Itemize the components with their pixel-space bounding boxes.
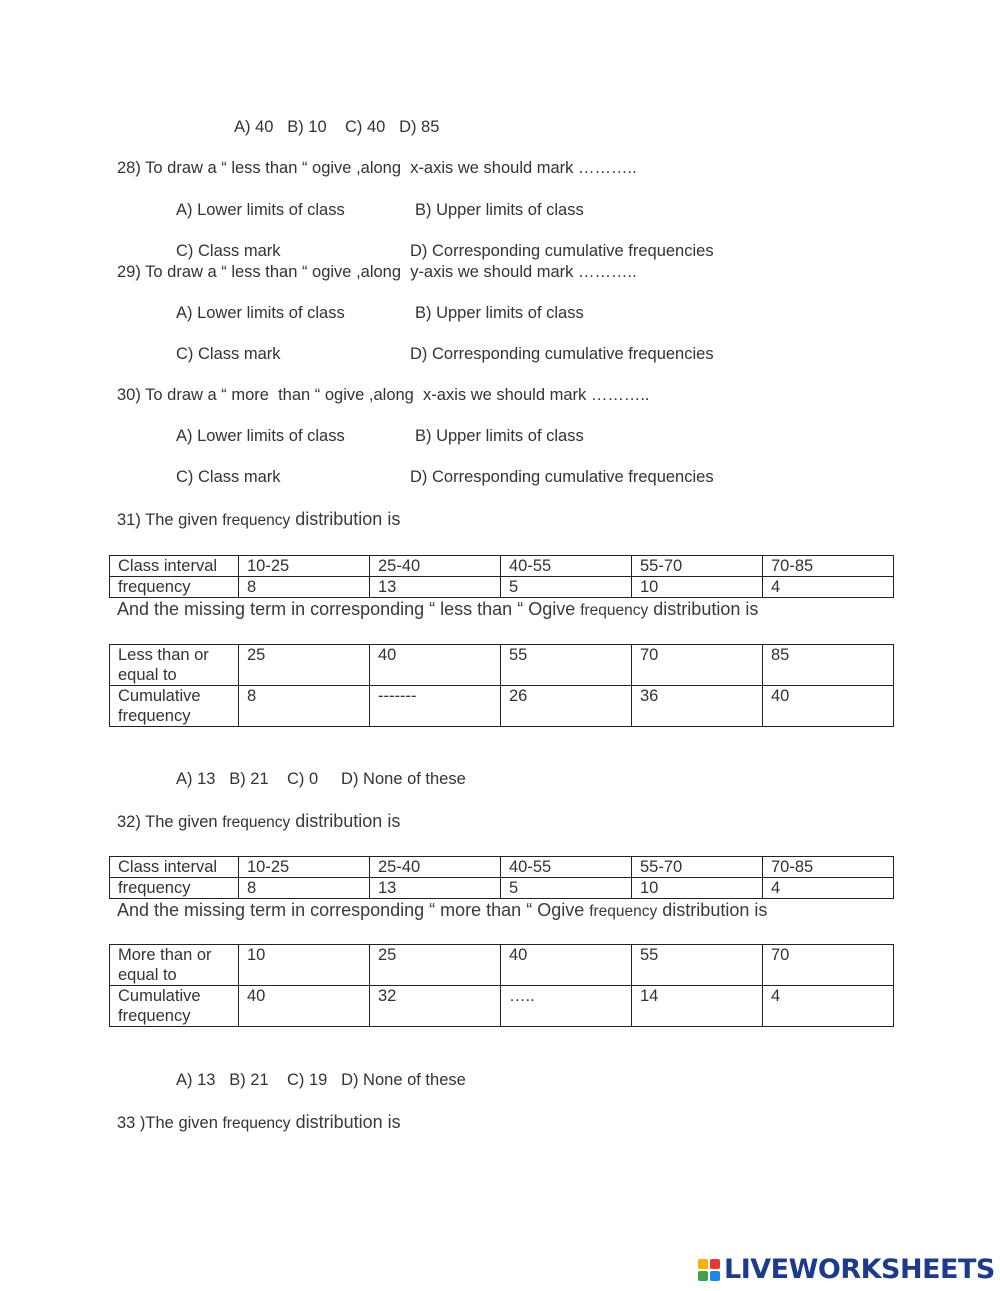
q33-intro-rest: distribution is <box>290 1112 401 1132</box>
table-cell: 55-70 <box>632 857 763 878</box>
q31-missing-frequency: frequency <box>580 602 649 619</box>
table-cell: ….. <box>501 986 632 1027</box>
table-cell: 85 <box>763 645 894 686</box>
table-cell: 10 <box>632 577 763 598</box>
q29-option-c: C) Class mark <box>176 345 281 363</box>
table-cell: 10 <box>632 878 763 899</box>
q31-intro-text: 31) The given <box>117 511 223 529</box>
table-cell: 4 <box>763 577 894 598</box>
q29-question: 29) To draw a “ less than “ ogive ,along y-axis we should mark ……….. <box>117 263 637 281</box>
q32-intro-rest: distribution is <box>290 811 401 831</box>
q28-option-d: D) Corresponding cumulative frequencies <box>410 242 714 260</box>
table-row <box>110 645 894 686</box>
table-cell: ------- <box>370 686 501 727</box>
table-cell: 13 <box>370 577 501 598</box>
table-cell: 8 <box>239 577 370 598</box>
table-cell: Class interval <box>110 556 239 577</box>
table-cell: frequency <box>110 577 239 598</box>
q30-option-b: B) Upper limits of class <box>415 427 584 445</box>
q33-intro <box>117 1112 401 1134</box>
table-cell: More than or equal to <box>110 945 239 986</box>
table-cell: Class interval <box>110 857 239 878</box>
table-row <box>110 556 894 577</box>
logo-text: LIVEWORKSHEETS <box>724 1254 995 1285</box>
table-cell: 26 <box>501 686 632 727</box>
q28-question: 28) To draw a “ less than “ ogive ,along x-axis we should mark ……….. <box>117 159 637 177</box>
table-cell: 70-85 <box>763 556 894 577</box>
q32-missing-text: And the missing term in corresponding “ more than “ Ogive <box>117 900 590 920</box>
table-cell: 40 <box>239 986 370 1027</box>
table-cell: 55-70 <box>632 556 763 577</box>
logo-block <box>698 1259 708 1269</box>
table-cell: 14 <box>632 986 763 1027</box>
table-cell: 40-55 <box>501 857 632 878</box>
table-cell: Cumulative frequency <box>110 686 239 727</box>
table-cell: 10-25 <box>239 556 370 577</box>
table-row <box>110 857 894 878</box>
q32-missing-term <box>117 900 767 922</box>
q31-intro-rest: distribution is <box>290 509 401 529</box>
q32-options: A) 13 B) 21 C) 19 D) None of these <box>176 1071 466 1089</box>
q33-intro-frequency: frequency <box>222 1115 291 1132</box>
table-cell: 40 <box>370 645 501 686</box>
table-row <box>110 878 894 899</box>
table-cell: 8 <box>239 878 370 899</box>
q32-intro-frequency: frequency <box>222 814 291 831</box>
table-cell: 5 <box>501 577 632 598</box>
table-cell: 25 <box>370 945 501 986</box>
q30-option-c: C) Class mark <box>176 468 281 486</box>
table-cell: 70 <box>763 945 894 986</box>
table-row <box>110 945 894 986</box>
q31-intro <box>117 509 400 531</box>
table-cell: 25 <box>239 645 370 686</box>
q30-question: 30) To draw a “ more than “ ogive ,along x-axis we should mark ……….. <box>117 386 650 404</box>
table-cell: 36 <box>632 686 763 727</box>
table-cell: 55 <box>632 945 763 986</box>
q28-option-a: A) Lower limits of class <box>176 201 345 219</box>
q28-option-c: C) Class mark <box>176 242 281 260</box>
q32-frequency-table <box>109 856 894 899</box>
q32-intro-text: 32) The given <box>117 813 223 831</box>
table-row <box>110 986 894 1027</box>
table-cell: 25-40 <box>370 857 501 878</box>
liveworksheets-logo <box>698 1254 995 1285</box>
q27-options: A) 40 B) 10 C) 40 D) 85 <box>234 118 440 136</box>
table-cell: 4 <box>763 878 894 899</box>
q31-intro-frequency: frequency <box>222 512 291 529</box>
table-cell: 55 <box>501 645 632 686</box>
q30-option-a: A) Lower limits of class <box>176 427 345 445</box>
table-cell: 10 <box>239 945 370 986</box>
table-cell: 32 <box>370 986 501 1027</box>
q29-option-a: A) Lower limits of class <box>176 304 345 322</box>
q32-missing-frequency: frequency <box>589 903 658 920</box>
table-cell: 70-85 <box>763 857 894 878</box>
q29-option-d: D) Corresponding cumulative frequencies <box>410 345 714 363</box>
q31-options: A) 13 B) 21 C) 0 D) None of these <box>176 770 466 788</box>
q32-intro <box>117 811 400 833</box>
q31-missing-term <box>117 599 758 621</box>
table-cell: 4 <box>763 986 894 1027</box>
q31-frequency-table <box>109 555 894 598</box>
logo-blocks-icon <box>698 1259 720 1281</box>
logo-block <box>710 1271 720 1281</box>
table-cell: Cumulative frequency <box>110 986 239 1027</box>
table-cell: frequency <box>110 878 239 899</box>
table-cell: 5 <box>501 878 632 899</box>
table-cell: 40 <box>501 945 632 986</box>
table-row <box>110 577 894 598</box>
q32-missing-rest: distribution is <box>657 900 768 920</box>
table-cell: 10-25 <box>239 857 370 878</box>
q31-missing-rest: distribution is <box>648 599 759 619</box>
table-cell: 40-55 <box>501 556 632 577</box>
table-cell: 40 <box>763 686 894 727</box>
table-cell: 25-40 <box>370 556 501 577</box>
q31-ogive-table <box>109 644 894 727</box>
q31-missing-text: And the missing term in corresponding “ less than “ Ogive <box>117 599 581 619</box>
q30-option-d: D) Corresponding cumulative frequencies <box>410 468 714 486</box>
logo-block <box>698 1271 708 1281</box>
q32-ogive-table <box>109 944 894 1027</box>
table-cell: Less than or equal to <box>110 645 239 686</box>
table-cell: 13 <box>370 878 501 899</box>
logo-block <box>710 1259 720 1269</box>
q33-intro-text: 33 )The given <box>117 1114 223 1132</box>
table-cell: 70 <box>632 645 763 686</box>
q29-option-b: B) Upper limits of class <box>415 304 584 322</box>
q28-option-b: B) Upper limits of class <box>415 201 584 219</box>
table-row <box>110 686 894 727</box>
table-cell: 8 <box>239 686 370 727</box>
